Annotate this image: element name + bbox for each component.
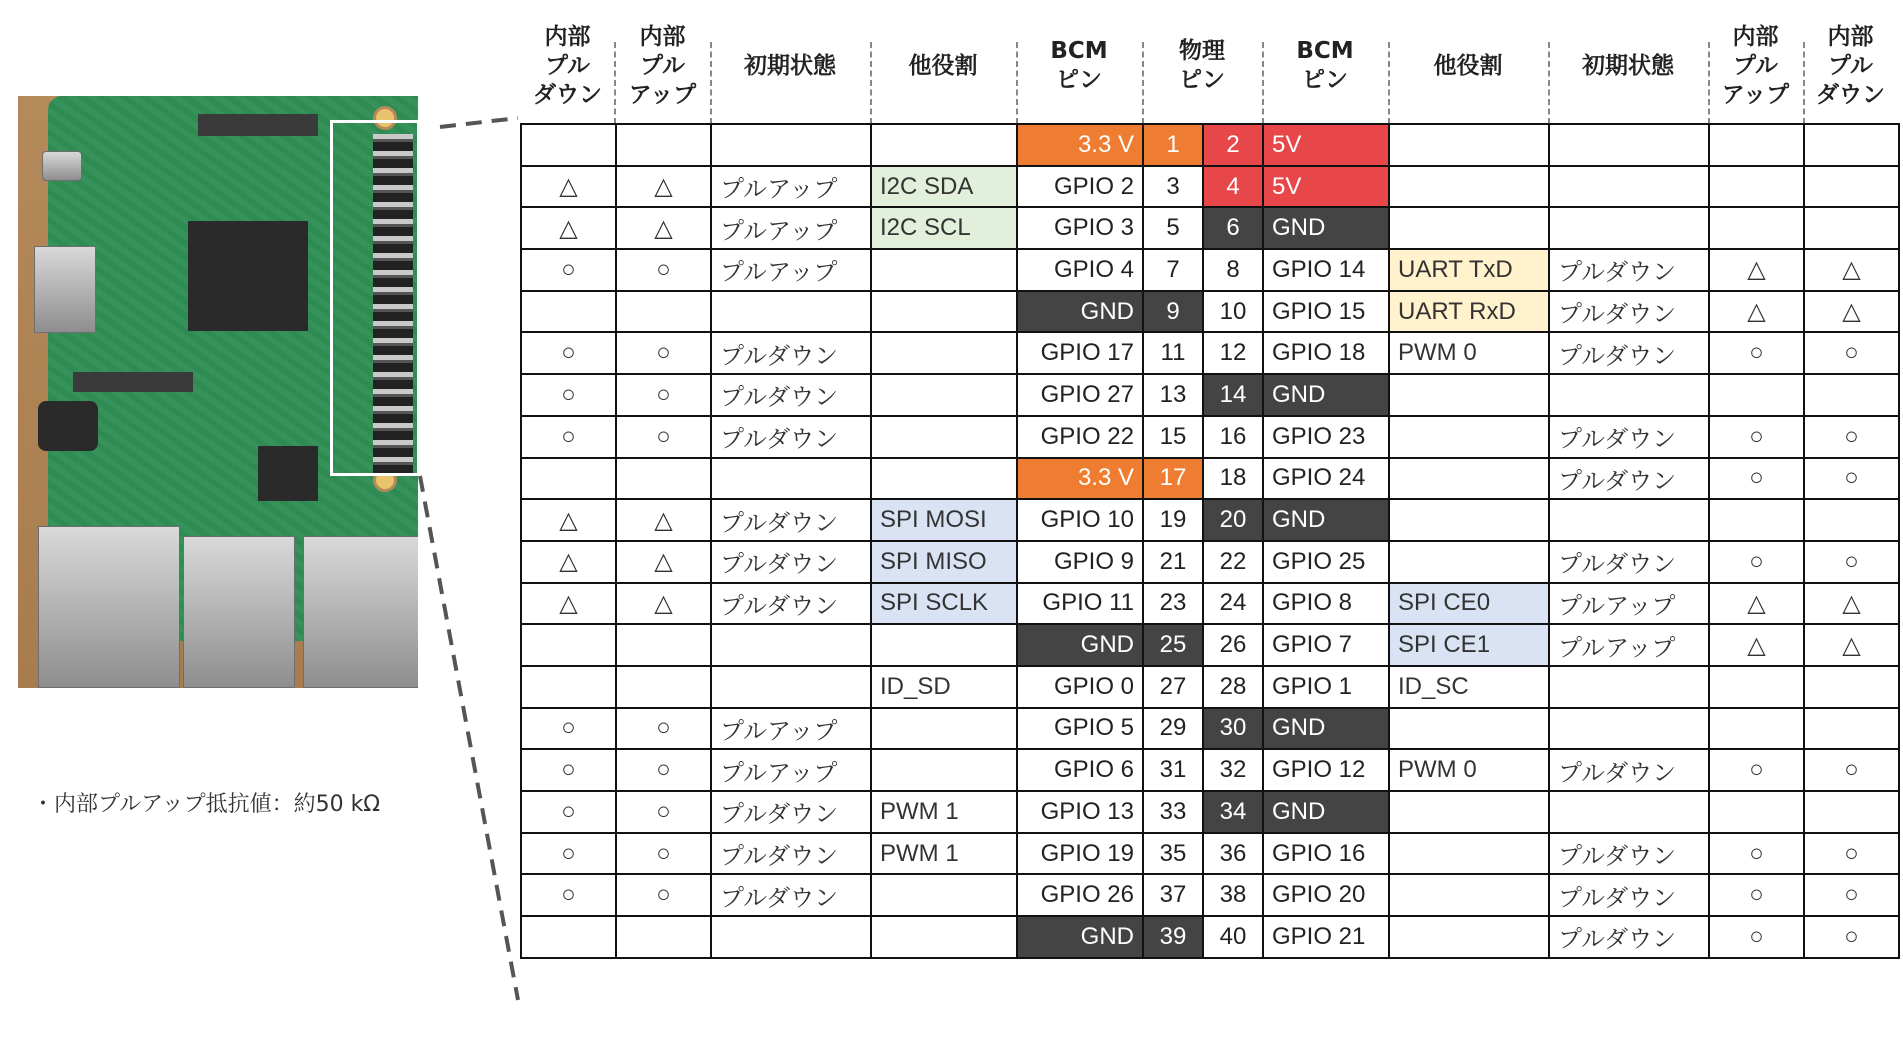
- physical-pin-odd-cell: 9: [1143, 291, 1203, 333]
- left-pullup-cell: [616, 458, 711, 500]
- right-bcm-pin-cell: GPIO 1: [1263, 666, 1389, 708]
- right-other-role-cell: [1389, 833, 1549, 875]
- physical-pin-even-cell: 12: [1203, 332, 1263, 374]
- right-pulldown-cell: △: [1804, 249, 1899, 291]
- left-initial-state-cell: プルアップ: [711, 249, 871, 291]
- right-pullup-cell: ○: [1709, 749, 1804, 791]
- right-bcm-pin-cell: GPIO 20: [1263, 874, 1389, 916]
- header-left-other-role: 他役割: [908, 52, 978, 79]
- right-initial-state-cell: プルダウン: [1549, 332, 1709, 374]
- left-pullup-cell: ○: [616, 749, 711, 791]
- physical-pin-even-cell: 28: [1203, 666, 1263, 708]
- physical-pin-odd-cell: 15: [1143, 416, 1203, 458]
- left-pulldown-cell: [521, 124, 616, 166]
- right-bcm-pin-cell: GPIO 24: [1263, 458, 1389, 500]
- right-pulldown-cell: ○: [1804, 416, 1899, 458]
- right-pulldown-cell: [1804, 791, 1899, 833]
- left-initial-state-cell: [711, 291, 871, 333]
- left-pullup-cell: △: [616, 583, 711, 625]
- leader-line-top: [440, 118, 518, 127]
- left-initial-state-cell: [711, 124, 871, 166]
- physical-pin-even-cell: 4: [1203, 166, 1263, 208]
- right-other-role-cell: [1389, 874, 1549, 916]
- left-bcm-pin-cell: GPIO 19: [1017, 833, 1143, 875]
- physical-pin-odd-cell: 37: [1143, 874, 1203, 916]
- left-bcm-pin-cell: GPIO 26: [1017, 874, 1143, 916]
- right-bcm-pin-cell: 5V: [1263, 166, 1389, 208]
- right-pulldown-cell: [1804, 207, 1899, 249]
- physical-pin-odd-cell: 23: [1143, 583, 1203, 625]
- physical-pin-even-cell: 2: [1203, 124, 1263, 166]
- physical-pin-odd-cell: 21: [1143, 541, 1203, 583]
- right-pullup-cell: [1709, 666, 1804, 708]
- left-bcm-pin-cell: 3.3 V: [1017, 458, 1143, 500]
- left-other-role-cell: [871, 749, 1017, 791]
- table-row: [521, 833, 1899, 875]
- left-pullup-cell: ○: [616, 332, 711, 374]
- table-row: [521, 624, 1899, 666]
- table-row: [521, 749, 1899, 791]
- left-bcm-pin-cell: GPIO 4: [1017, 249, 1143, 291]
- right-other-role-cell: [1389, 124, 1549, 166]
- left-other-role-cell: [871, 874, 1017, 916]
- right-bcm-pin-cell: GPIO 23: [1263, 416, 1389, 458]
- physical-pin-even-cell: 32: [1203, 749, 1263, 791]
- right-bcm-pin-cell: GPIO 12: [1263, 749, 1389, 791]
- right-initial-state-cell: [1549, 791, 1709, 833]
- left-pullup-cell: [616, 624, 711, 666]
- left-other-role-cell: [871, 458, 1017, 500]
- left-pullup-cell: △: [616, 541, 711, 583]
- left-pulldown-cell: △: [521, 166, 616, 208]
- physical-pin-even-cell: 8: [1203, 249, 1263, 291]
- right-initial-state-cell: [1549, 499, 1709, 541]
- left-other-role-cell: [871, 374, 1017, 416]
- left-pulldown-cell: △: [521, 207, 616, 249]
- right-pullup-cell: ○: [1709, 416, 1804, 458]
- right-initial-state-cell: プルダウン: [1549, 749, 1709, 791]
- right-other-role-cell: [1389, 416, 1549, 458]
- right-pulldown-cell: ○: [1804, 874, 1899, 916]
- right-pullup-cell: ○: [1709, 833, 1804, 875]
- left-bcm-pin-cell: GND: [1017, 291, 1143, 333]
- right-initial-state-cell: プルダウン: [1549, 291, 1709, 333]
- left-initial-state-cell: [711, 458, 871, 500]
- table-row: [521, 499, 1899, 541]
- right-pulldown-cell: [1804, 708, 1899, 750]
- right-bcm-pin-cell: GND: [1263, 374, 1389, 416]
- physical-pin-odd-cell: 39: [1143, 916, 1203, 958]
- pullup-resistance-note: ・内部プルアップ抵抗値：約50 kΩ: [32, 792, 381, 817]
- right-initial-state-cell: プルダウン: [1549, 541, 1709, 583]
- right-initial-state-cell: プルアップ: [1549, 583, 1709, 625]
- right-pullup-cell: [1709, 708, 1804, 750]
- right-initial-state-cell: プルダウン: [1549, 458, 1709, 500]
- right-pulldown-cell: [1804, 666, 1899, 708]
- physical-pin-even-cell: 6: [1203, 207, 1263, 249]
- physical-pin-even-cell: 34: [1203, 791, 1263, 833]
- physical-pin-odd-cell: 17: [1143, 458, 1203, 500]
- left-bcm-pin-cell: GPIO 5: [1017, 708, 1143, 750]
- right-pulldown-cell: ○: [1804, 916, 1899, 958]
- left-initial-state-cell: [711, 916, 871, 958]
- left-bcm-pin-cell: GPIO 2: [1017, 166, 1143, 208]
- right-pullup-cell: [1709, 791, 1804, 833]
- left-other-role-cell: PWM 1: [871, 791, 1017, 833]
- table-row: [521, 791, 1899, 833]
- physical-pin-even-cell: 14: [1203, 374, 1263, 416]
- right-initial-state-cell: [1549, 666, 1709, 708]
- left-pulldown-cell: ○: [521, 249, 616, 291]
- left-initial-state-cell: プルダウン: [711, 416, 871, 458]
- table-row: [521, 666, 1899, 708]
- header-right-pulldown: 内部 プル ダウン: [1816, 23, 1885, 108]
- physical-pin-even-cell: 20: [1203, 499, 1263, 541]
- right-bcm-pin-cell: GND: [1263, 499, 1389, 541]
- physical-pin-even-cell: 38: [1203, 874, 1263, 916]
- right-pullup-cell: ○: [1709, 541, 1804, 583]
- right-pulldown-cell: ○: [1804, 833, 1899, 875]
- right-bcm-pin-cell: GND: [1263, 708, 1389, 750]
- left-initial-state-cell: プルダウン: [711, 541, 871, 583]
- left-pullup-cell: [616, 124, 711, 166]
- physical-pin-even-cell: 40: [1203, 916, 1263, 958]
- right-pulldown-cell: △: [1804, 624, 1899, 666]
- physical-pin-odd-cell: 27: [1143, 666, 1203, 708]
- left-pullup-cell: ○: [616, 708, 711, 750]
- left-bcm-pin-cell: GND: [1017, 916, 1143, 958]
- header-right-other-role: 他役割: [1433, 52, 1503, 79]
- header-right-initial-state: 初期状態: [1582, 52, 1674, 79]
- left-pulldown-cell: ○: [521, 749, 616, 791]
- left-initial-state-cell: [711, 624, 871, 666]
- left-pullup-cell: ○: [616, 874, 711, 916]
- left-other-role-cell: I2C SDA: [871, 166, 1017, 208]
- physical-pin-odd-cell: 7: [1143, 249, 1203, 291]
- right-bcm-pin-cell: GND: [1263, 207, 1389, 249]
- left-other-role-cell: [871, 124, 1017, 166]
- left-pullup-cell: ○: [616, 833, 711, 875]
- right-other-role-cell: [1389, 541, 1549, 583]
- physical-pin-even-cell: 10: [1203, 291, 1263, 333]
- physical-pin-odd-cell: 31: [1143, 749, 1203, 791]
- left-pullup-cell: ○: [616, 249, 711, 291]
- right-initial-state-cell: [1549, 708, 1709, 750]
- right-other-role-cell: PWM 0: [1389, 332, 1549, 374]
- right-other-role-cell: UART RxD: [1389, 291, 1549, 333]
- left-bcm-pin-cell: GPIO 10: [1017, 499, 1143, 541]
- table-row: [521, 332, 1899, 374]
- left-initial-state-cell: [711, 666, 871, 708]
- right-pullup-cell: [1709, 124, 1804, 166]
- table-row: [521, 124, 1899, 166]
- right-pullup-cell: [1709, 166, 1804, 208]
- left-other-role-cell: [871, 624, 1017, 666]
- left-pulldown-cell: [521, 624, 616, 666]
- right-pulldown-cell: [1804, 166, 1899, 208]
- right-pulldown-cell: ○: [1804, 458, 1899, 500]
- left-pullup-cell: [616, 666, 711, 708]
- physical-pin-even-cell: 18: [1203, 458, 1263, 500]
- left-initial-state-cell: プルダウン: [711, 791, 871, 833]
- table-row: [521, 374, 1899, 416]
- left-other-role-cell: ID_SD: [871, 666, 1017, 708]
- right-pullup-cell: ○: [1709, 332, 1804, 374]
- physical-pin-even-cell: 36: [1203, 833, 1263, 875]
- physical-pin-odd-cell: 11: [1143, 332, 1203, 374]
- physical-pin-odd-cell: 5: [1143, 207, 1203, 249]
- physical-pin-odd-cell: 1: [1143, 124, 1203, 166]
- right-pulldown-cell: [1804, 499, 1899, 541]
- left-pulldown-cell: ○: [521, 708, 616, 750]
- right-pulldown-cell: △: [1804, 291, 1899, 333]
- right-initial-state-cell: プルダウン: [1549, 833, 1709, 875]
- right-pullup-cell: ○: [1709, 458, 1804, 500]
- left-bcm-pin-cell: GPIO 6: [1017, 749, 1143, 791]
- right-other-role-cell: SPI CE0: [1389, 583, 1549, 625]
- left-initial-state-cell: プルアップ: [711, 166, 871, 208]
- right-pullup-cell: △: [1709, 624, 1804, 666]
- right-pulldown-cell: ○: [1804, 749, 1899, 791]
- right-bcm-pin-cell: GPIO 16: [1263, 833, 1389, 875]
- header-left-pullup: 内部 プル アップ: [628, 23, 697, 108]
- right-other-role-cell: [1389, 166, 1549, 208]
- table-row: [521, 166, 1899, 208]
- right-pullup-cell: [1709, 207, 1804, 249]
- left-pullup-cell: ○: [616, 416, 711, 458]
- right-other-role-cell: [1389, 499, 1549, 541]
- right-bcm-pin-cell: GPIO 21: [1263, 916, 1389, 958]
- right-other-role-cell: [1389, 708, 1549, 750]
- left-pullup-cell: △: [616, 207, 711, 249]
- left-initial-state-cell: プルダウン: [711, 332, 871, 374]
- gpio-pinout-table: [520, 123, 1900, 959]
- table-row: [521, 207, 1899, 249]
- left-pullup-cell: △: [616, 166, 711, 208]
- right-pulldown-cell: ○: [1804, 332, 1899, 374]
- left-other-role-cell: SPI SCLK: [871, 583, 1017, 625]
- left-other-role-cell: SPI MISO: [871, 541, 1017, 583]
- right-bcm-pin-cell: GPIO 25: [1263, 541, 1389, 583]
- left-pulldown-cell: [521, 666, 616, 708]
- physical-pin-even-cell: 16: [1203, 416, 1263, 458]
- physical-pin-even-cell: 26: [1203, 624, 1263, 666]
- left-pulldown-cell: ○: [521, 874, 616, 916]
- left-bcm-pin-cell: GPIO 22: [1017, 416, 1143, 458]
- left-pullup-cell: [616, 291, 711, 333]
- left-initial-state-cell: プルダウン: [711, 499, 871, 541]
- physical-pin-even-cell: 30: [1203, 708, 1263, 750]
- left-pulldown-cell: [521, 291, 616, 333]
- right-other-role-cell: ID_SC: [1389, 666, 1549, 708]
- header-physical-pin: 物理 ピン: [1179, 38, 1225, 93]
- left-initial-state-cell: プルダウン: [711, 583, 871, 625]
- left-pulldown-cell: ○: [521, 374, 616, 416]
- left-pulldown-cell: [521, 458, 616, 500]
- physical-pin-even-cell: 24: [1203, 583, 1263, 625]
- right-pullup-cell: △: [1709, 249, 1804, 291]
- right-pulldown-cell: [1804, 124, 1899, 166]
- left-bcm-pin-cell: GPIO 17: [1017, 332, 1143, 374]
- leader-line-bottom: [420, 476, 518, 1000]
- right-initial-state-cell: プルダウン: [1549, 249, 1709, 291]
- right-initial-state-cell: [1549, 207, 1709, 249]
- right-bcm-pin-cell: GPIO 18: [1263, 332, 1389, 374]
- right-other-role-cell: SPI CE1: [1389, 624, 1549, 666]
- physical-pin-odd-cell: 25: [1143, 624, 1203, 666]
- left-initial-state-cell: プルアップ: [711, 749, 871, 791]
- table-row: [521, 583, 1899, 625]
- table-row: [521, 291, 1899, 333]
- left-other-role-cell: [871, 291, 1017, 333]
- left-bcm-pin-cell: GPIO 0: [1017, 666, 1143, 708]
- left-other-role-cell: [871, 916, 1017, 958]
- left-other-role-cell: PWM 1: [871, 833, 1017, 875]
- right-initial-state-cell: プルダウン: [1549, 874, 1709, 916]
- right-initial-state-cell: [1549, 124, 1709, 166]
- left-pullup-cell: ○: [616, 791, 711, 833]
- physical-pin-even-cell: 22: [1203, 541, 1263, 583]
- right-initial-state-cell: プルダウン: [1549, 416, 1709, 458]
- left-bcm-pin-cell: GPIO 9: [1017, 541, 1143, 583]
- right-initial-state-cell: プルアップ: [1549, 624, 1709, 666]
- left-pullup-cell: [616, 916, 711, 958]
- left-bcm-pin-cell: GPIO 13: [1017, 791, 1143, 833]
- table-row: [521, 416, 1899, 458]
- right-pullup-cell: △: [1709, 583, 1804, 625]
- physical-pin-odd-cell: 35: [1143, 833, 1203, 875]
- header-right-bcm-pin: BCM ピン: [1296, 38, 1354, 93]
- right-pullup-cell: ○: [1709, 916, 1804, 958]
- table-headers: [520, 12, 1890, 120]
- table-row: [521, 458, 1899, 500]
- left-other-role-cell: [871, 708, 1017, 750]
- right-pulldown-cell: ○: [1804, 541, 1899, 583]
- right-other-role-cell: [1389, 791, 1549, 833]
- table-row: [521, 708, 1899, 750]
- left-other-role-cell: [871, 249, 1017, 291]
- left-bcm-pin-cell: 3.3 V: [1017, 124, 1143, 166]
- right-other-role-cell: UART TxD: [1389, 249, 1549, 291]
- left-pulldown-cell: ○: [521, 332, 616, 374]
- right-bcm-pin-cell: 5V: [1263, 124, 1389, 166]
- right-pullup-cell: △: [1709, 291, 1804, 333]
- physical-pin-odd-cell: 19: [1143, 499, 1203, 541]
- physical-pin-odd-cell: 33: [1143, 791, 1203, 833]
- left-initial-state-cell: プルダウン: [711, 874, 871, 916]
- right-pulldown-cell: △: [1804, 583, 1899, 625]
- left-initial-state-cell: プルアップ: [711, 207, 871, 249]
- right-initial-state-cell: [1549, 374, 1709, 416]
- header-left-bcm-pin: BCM ピン: [1050, 38, 1108, 93]
- header-right-pullup: 内部 プル アップ: [1721, 23, 1790, 108]
- left-initial-state-cell: プルアップ: [711, 708, 871, 750]
- table-row: [521, 916, 1899, 958]
- table-row: [521, 249, 1899, 291]
- left-pulldown-cell: ○: [521, 791, 616, 833]
- left-bcm-pin-cell: GPIO 27: [1017, 374, 1143, 416]
- right-pullup-cell: [1709, 374, 1804, 416]
- left-other-role-cell: I2C SCL: [871, 207, 1017, 249]
- physical-pin-odd-cell: 29: [1143, 708, 1203, 750]
- right-other-role-cell: [1389, 207, 1549, 249]
- left-pulldown-cell: △: [521, 583, 616, 625]
- left-pulldown-cell: ○: [521, 833, 616, 875]
- left-bcm-pin-cell: GPIO 11: [1017, 583, 1143, 625]
- physical-pin-odd-cell: 13: [1143, 374, 1203, 416]
- right-bcm-pin-cell: GPIO 15: [1263, 291, 1389, 333]
- right-initial-state-cell: プルダウン: [1549, 916, 1709, 958]
- left-pulldown-cell: △: [521, 541, 616, 583]
- right-pulldown-cell: [1804, 374, 1899, 416]
- right-bcm-pin-cell: GPIO 7: [1263, 624, 1389, 666]
- right-bcm-pin-cell: GND: [1263, 791, 1389, 833]
- right-pullup-cell: ○: [1709, 874, 1804, 916]
- left-pulldown-cell: △: [521, 499, 616, 541]
- left-other-role-cell: SPI MOSI: [871, 499, 1017, 541]
- header-left-pulldown: 内部 プル ダウン: [533, 23, 602, 108]
- header-left-initial-state: 初期状態: [744, 52, 836, 79]
- right-other-role-cell: PWM 0: [1389, 749, 1549, 791]
- left-bcm-pin-cell: GPIO 3: [1017, 207, 1143, 249]
- left-other-role-cell: [871, 332, 1017, 374]
- right-bcm-pin-cell: GPIO 14: [1263, 249, 1389, 291]
- right-other-role-cell: [1389, 916, 1549, 958]
- left-pullup-cell: ○: [616, 374, 711, 416]
- table-row: [521, 874, 1899, 916]
- right-other-role-cell: [1389, 374, 1549, 416]
- left-pullup-cell: △: [616, 499, 711, 541]
- physical-pin-odd-cell: 3: [1143, 166, 1203, 208]
- left-initial-state-cell: プルダウン: [711, 833, 871, 875]
- left-other-role-cell: [871, 416, 1017, 458]
- left-bcm-pin-cell: GND: [1017, 624, 1143, 666]
- right-pullup-cell: [1709, 499, 1804, 541]
- left-initial-state-cell: プルダウン: [711, 374, 871, 416]
- left-pulldown-cell: [521, 916, 616, 958]
- left-pulldown-cell: ○: [521, 416, 616, 458]
- right-other-role-cell: [1389, 458, 1549, 500]
- table-row: [521, 541, 1899, 583]
- right-initial-state-cell: [1549, 166, 1709, 208]
- right-bcm-pin-cell: GPIO 8: [1263, 583, 1389, 625]
